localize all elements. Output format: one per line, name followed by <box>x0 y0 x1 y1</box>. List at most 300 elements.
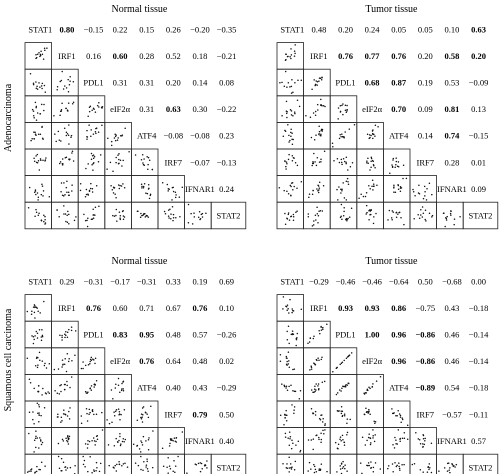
scatter-point <box>424 444 426 446</box>
scatter-point <box>395 164 397 166</box>
scatter-point <box>120 159 122 161</box>
scatter-point <box>318 192 320 194</box>
correlation-value: 0.93 <box>364 302 380 313</box>
scatter-point <box>87 136 89 138</box>
scatter-point <box>313 112 315 114</box>
scatter-point <box>86 413 88 415</box>
scatter-point <box>143 158 145 160</box>
scatter-point <box>141 186 143 188</box>
scatter-point <box>147 164 149 166</box>
scatter-point <box>340 136 342 138</box>
scatter-point <box>143 213 145 215</box>
scatter-point <box>39 352 41 354</box>
scatter-point <box>98 106 100 108</box>
scatter-point <box>35 58 37 60</box>
scatter-point <box>314 472 316 474</box>
scatter-point <box>86 408 88 410</box>
correlation-value: 0.08 <box>219 77 234 88</box>
scatter-point <box>173 460 175 462</box>
scatter-point <box>124 409 126 411</box>
scatter-point <box>286 331 288 333</box>
scatter-point <box>443 213 445 215</box>
scatter-point <box>167 190 169 192</box>
scatter-point <box>315 134 317 136</box>
scatter-point <box>290 467 292 469</box>
row-label-adenocarcinoma: Adenocarcinoma <box>3 83 14 153</box>
scatter-point <box>394 447 396 449</box>
scatter-point <box>286 161 288 163</box>
scatter-point <box>172 206 174 208</box>
scatter-point <box>423 213 425 215</box>
scatter-point <box>35 81 37 83</box>
scatter-point <box>453 466 455 468</box>
scatter-point <box>345 163 347 165</box>
scatter-cell <box>357 176 384 203</box>
scatter-point <box>133 444 135 446</box>
scatter-point <box>64 127 66 129</box>
scatter-point <box>175 217 177 219</box>
scatter-point <box>115 438 117 440</box>
scatter-point <box>449 472 451 474</box>
scatter-point <box>286 310 288 312</box>
scatter-cell-frame <box>277 176 304 203</box>
scatter-point <box>288 325 290 327</box>
scatter-point <box>341 362 343 364</box>
scatter-point <box>399 440 401 442</box>
correlation-value: 0.53 <box>444 77 460 88</box>
scatter-point <box>285 410 287 412</box>
scatter-point <box>38 133 40 135</box>
scatter-cell-frame <box>277 149 304 176</box>
scatter-point <box>67 467 69 469</box>
scatter-point <box>36 356 38 358</box>
scatter-point <box>89 388 91 390</box>
correlation-value: 0.31 <box>139 77 155 88</box>
scatter-point <box>35 107 37 109</box>
scatter-point <box>54 390 56 392</box>
scatter-point <box>28 470 30 472</box>
scatter-point <box>342 435 344 437</box>
scatter-point <box>368 138 370 140</box>
scatter-point <box>34 215 36 217</box>
scatter-point <box>43 221 45 223</box>
scatter-point <box>320 415 322 417</box>
scatter-point <box>344 442 346 444</box>
scatter-point <box>67 353 69 355</box>
scatter-point <box>35 194 37 196</box>
scatter-point <box>320 326 322 328</box>
scatter-point <box>316 84 318 86</box>
variable-label: IRF1 <box>58 302 76 313</box>
scatter-point <box>43 58 45 60</box>
scatter-point <box>60 384 62 386</box>
scatter-point <box>147 169 149 171</box>
scatter-point <box>340 192 342 194</box>
scatter-cell-frame <box>357 428 384 455</box>
scatter-point <box>42 388 44 390</box>
scatter-point <box>89 361 91 363</box>
panel-2 <box>277 4 498 229</box>
scatter-point <box>33 158 35 160</box>
scatter-point <box>394 437 396 439</box>
scatter-point <box>286 358 288 360</box>
scatter-point <box>68 361 70 363</box>
scatter-point <box>391 408 393 410</box>
scatter-point <box>61 71 63 73</box>
scatter-cell <box>131 454 158 474</box>
scatter-point <box>315 219 317 221</box>
scatter-point <box>86 194 88 196</box>
scatter-point <box>448 469 450 471</box>
scatter-point <box>321 105 323 107</box>
scatter-point <box>167 457 169 459</box>
variable-label: STAT1 <box>280 24 305 35</box>
scatter-point <box>321 79 323 81</box>
scatter-point <box>320 158 322 160</box>
variable-label: ATF4 <box>137 382 157 393</box>
correlation-value: −0.09 <box>468 77 489 88</box>
scatter-point <box>114 215 116 217</box>
scatter-point <box>89 409 91 411</box>
correlation-value: −0.64 <box>388 276 409 287</box>
scatter-point <box>59 81 61 83</box>
scatter-point <box>73 160 75 162</box>
scatter-point <box>429 463 431 465</box>
scatter-point <box>370 214 372 216</box>
scatter-point <box>43 215 45 217</box>
panel-3 <box>25 256 246 474</box>
scatter-point <box>301 181 303 183</box>
scatter-cell <box>304 176 331 203</box>
scatter-point <box>67 211 69 213</box>
scatter-point <box>406 178 408 180</box>
scatter-point <box>352 162 354 164</box>
scatter-point <box>71 326 73 328</box>
scatter-point <box>284 386 286 388</box>
scatter-point <box>150 195 152 197</box>
scatter-point <box>147 468 149 470</box>
scatter-point <box>344 464 346 466</box>
scatter-point <box>407 439 409 441</box>
correlation-value: 0.43 <box>192 382 208 393</box>
scatter-point <box>35 365 37 367</box>
scatter-point <box>294 469 296 471</box>
scatter-point <box>65 437 67 439</box>
scatter-point <box>284 417 286 419</box>
scatter-cell-frame <box>52 348 79 375</box>
correlation-value: 0.33 <box>165 276 181 287</box>
scatter-point <box>94 440 96 442</box>
scatter-point <box>193 212 195 214</box>
scatter-point <box>100 154 102 156</box>
scatter-point <box>71 135 73 137</box>
scatter-point <box>89 456 91 458</box>
scatter-point <box>313 220 315 222</box>
scatter-point <box>372 383 374 385</box>
scatter-cell <box>277 43 304 70</box>
variable-label: PDL1 <box>335 77 356 88</box>
correlation-value: −0.29 <box>216 382 237 393</box>
scatter-point <box>40 113 42 115</box>
scatter-point <box>292 139 294 141</box>
scatter-point <box>146 458 148 460</box>
scatter-point <box>142 444 144 446</box>
scatter-point <box>392 159 394 161</box>
scatter-point <box>30 469 32 471</box>
scatter-point <box>288 363 290 365</box>
correlation-value: 0.20 <box>417 50 433 61</box>
scatter-point <box>179 196 181 198</box>
scatter-point <box>118 184 120 186</box>
scatter-point <box>66 192 68 194</box>
scatter-point <box>323 433 325 435</box>
scatter-point <box>311 165 313 167</box>
scatter-point <box>336 189 338 191</box>
correlation-value: 0.76 <box>192 302 208 313</box>
scatter-point <box>373 185 375 187</box>
scatter-point <box>97 105 99 107</box>
scatter-point <box>290 109 292 111</box>
correlation-value: 0.20 <box>338 24 353 35</box>
scatter-point <box>285 60 287 62</box>
scatter-point <box>341 204 343 206</box>
scatter-point <box>142 469 144 471</box>
scatter-point <box>342 103 344 105</box>
scatter-cell <box>410 454 437 474</box>
correlation-value: 0.76 <box>86 302 101 313</box>
scatter-cell <box>158 202 185 229</box>
scatter-cell <box>105 176 132 203</box>
scatter-cell-frame <box>410 428 437 455</box>
variable-label: ATF4 <box>389 382 409 393</box>
scatter-point <box>344 161 346 163</box>
scatter-point <box>310 468 312 470</box>
scatter-point <box>318 330 320 332</box>
scatter-point <box>288 471 290 473</box>
scatter-cell <box>52 454 79 474</box>
scatter-cell <box>383 401 410 428</box>
scatter-point <box>169 465 171 467</box>
scatter-cell <box>78 401 105 428</box>
scatter-point <box>175 197 177 199</box>
scatter-point <box>89 412 91 414</box>
scatter-point <box>87 163 89 165</box>
scatter-point <box>313 413 315 415</box>
scatter-point <box>90 188 92 190</box>
scatter-point <box>342 461 344 463</box>
scatter-point <box>37 88 39 90</box>
scatter-point <box>93 133 95 135</box>
scatter-point <box>291 312 293 314</box>
scatter-point <box>35 190 37 192</box>
scatter-cell-frame <box>185 454 212 474</box>
scatter-point <box>206 460 208 462</box>
scatter-point <box>44 465 46 467</box>
scatter-point <box>96 414 98 416</box>
scatter-point <box>316 434 318 436</box>
scatter-point <box>290 463 292 465</box>
correlation-value: −0.68 <box>442 276 462 287</box>
scatter-point <box>46 393 48 395</box>
scatter-cell-frame <box>78 96 105 123</box>
scatter-point <box>294 82 296 84</box>
scatter-point <box>420 209 422 211</box>
scatter-cell <box>304 202 331 229</box>
scatter-point <box>365 213 367 215</box>
scatter-point <box>69 407 71 409</box>
scatter-point <box>39 406 41 408</box>
scatter-point <box>400 416 402 418</box>
scatter-point <box>119 411 121 413</box>
scatter-cell-frame <box>25 96 52 123</box>
scatter-cell <box>78 428 105 455</box>
scatter-point <box>119 391 121 393</box>
scatter-point <box>308 216 310 218</box>
scatter-point <box>332 371 334 373</box>
scatter-point <box>347 218 349 220</box>
correlation-value: 0.28 <box>444 157 460 168</box>
scatter-point <box>375 462 377 464</box>
scatter-point <box>346 180 348 182</box>
scatter-point <box>287 308 289 310</box>
scatter-point <box>143 461 145 463</box>
variable-label: IRF1 <box>58 50 76 61</box>
scatter-point <box>392 413 394 415</box>
scatter-point <box>291 92 293 94</box>
scatter-point <box>394 462 396 464</box>
scatter-point <box>311 368 313 370</box>
scatter-point <box>41 104 43 106</box>
scatter-point <box>98 161 100 163</box>
scatter-point <box>202 216 204 218</box>
scatter-point <box>91 440 93 442</box>
scatter-point <box>290 186 292 188</box>
scatter-point <box>393 158 395 160</box>
scatter-cell-frame <box>330 348 357 375</box>
scatter-point <box>285 53 287 55</box>
scatter-point <box>425 220 427 222</box>
scatter-point <box>286 113 288 115</box>
scatter-point <box>338 107 340 109</box>
scatter-cell-frame <box>158 202 185 229</box>
correlation-value: 0.96 <box>391 356 407 367</box>
scatter-point <box>122 388 124 390</box>
scatter-point <box>37 154 39 156</box>
correlation-value: −0.46 <box>335 276 356 287</box>
scatter-point <box>107 137 109 139</box>
scatter-point <box>90 183 92 185</box>
scatter-point <box>374 441 376 443</box>
scatter-point <box>398 161 400 163</box>
scatter-cell-frame <box>330 401 357 428</box>
scatter-point <box>290 135 292 137</box>
scatter-point <box>93 386 95 388</box>
scatter-point <box>33 343 35 345</box>
scatter-point <box>72 103 74 105</box>
scatter-point <box>89 111 91 113</box>
scatter-cell-frame <box>78 176 105 203</box>
scatter-point <box>366 162 368 164</box>
correlation-value: 0.31 <box>139 104 155 115</box>
scatter-point <box>321 77 323 79</box>
scatter-cell <box>158 454 185 474</box>
scatter-point <box>170 438 172 440</box>
scatter-point <box>314 386 316 388</box>
scatter-point <box>202 213 204 215</box>
scatter-point <box>396 161 398 163</box>
scatter-point <box>315 383 317 385</box>
scatter-point <box>29 411 31 413</box>
scatter-point <box>28 207 30 209</box>
scatter-point <box>318 437 320 439</box>
scatter-point <box>147 215 149 217</box>
scatter-point <box>41 219 43 221</box>
scatter-point <box>44 407 46 409</box>
scatter-point <box>372 180 374 182</box>
scatter-point <box>333 160 335 162</box>
correlation-value: 0.16 <box>86 50 101 61</box>
scatter-cell-frame <box>25 149 52 176</box>
scatter-point <box>91 159 93 161</box>
scatter-point <box>339 364 341 366</box>
scatter-point <box>60 391 62 393</box>
scatter-point <box>399 468 401 470</box>
scatter-point <box>287 124 289 126</box>
scatter-cell-frame <box>304 149 331 176</box>
scatter-point <box>313 79 315 81</box>
scatter-point <box>121 185 123 187</box>
scatter-point <box>169 445 171 447</box>
scatter-point <box>380 468 382 470</box>
variable-label: IRF1 <box>310 50 328 61</box>
scatter-point <box>347 432 349 434</box>
scatter-point <box>339 438 341 440</box>
scatter-point <box>324 151 326 153</box>
scatter-point <box>34 440 36 442</box>
scatter-point <box>174 472 176 474</box>
scatter-point <box>64 337 66 339</box>
scatter-point <box>98 131 100 133</box>
scatter-point <box>424 440 426 442</box>
scatter-point <box>317 184 319 186</box>
scatter-point <box>44 365 46 367</box>
scatter-point <box>294 113 296 115</box>
scatter-point <box>423 198 425 200</box>
scatter-point <box>62 158 64 160</box>
scatter-point <box>165 213 167 215</box>
scatter-point <box>87 444 89 446</box>
scatter-point <box>152 430 154 432</box>
scatter-point <box>293 157 295 159</box>
scatter-point <box>119 188 121 190</box>
scatter-cell-frame <box>52 176 79 203</box>
correlation-value: 0.30 <box>192 104 208 115</box>
scatter-point <box>101 124 103 126</box>
correlation-value: 0.86 <box>391 302 407 313</box>
scatter-cell <box>78 454 105 474</box>
scatter-point <box>113 467 115 469</box>
scatter-point <box>174 437 176 439</box>
scatter-point <box>395 439 397 441</box>
scatter-point <box>292 390 294 392</box>
scatter-point <box>366 212 368 214</box>
scatter-point <box>141 215 143 217</box>
correlation-value: 0.20 <box>165 77 181 88</box>
scatter-cell-frame <box>330 454 357 474</box>
scatter-point <box>372 130 374 132</box>
scatter-point <box>293 220 295 222</box>
scatter-point <box>399 413 401 415</box>
